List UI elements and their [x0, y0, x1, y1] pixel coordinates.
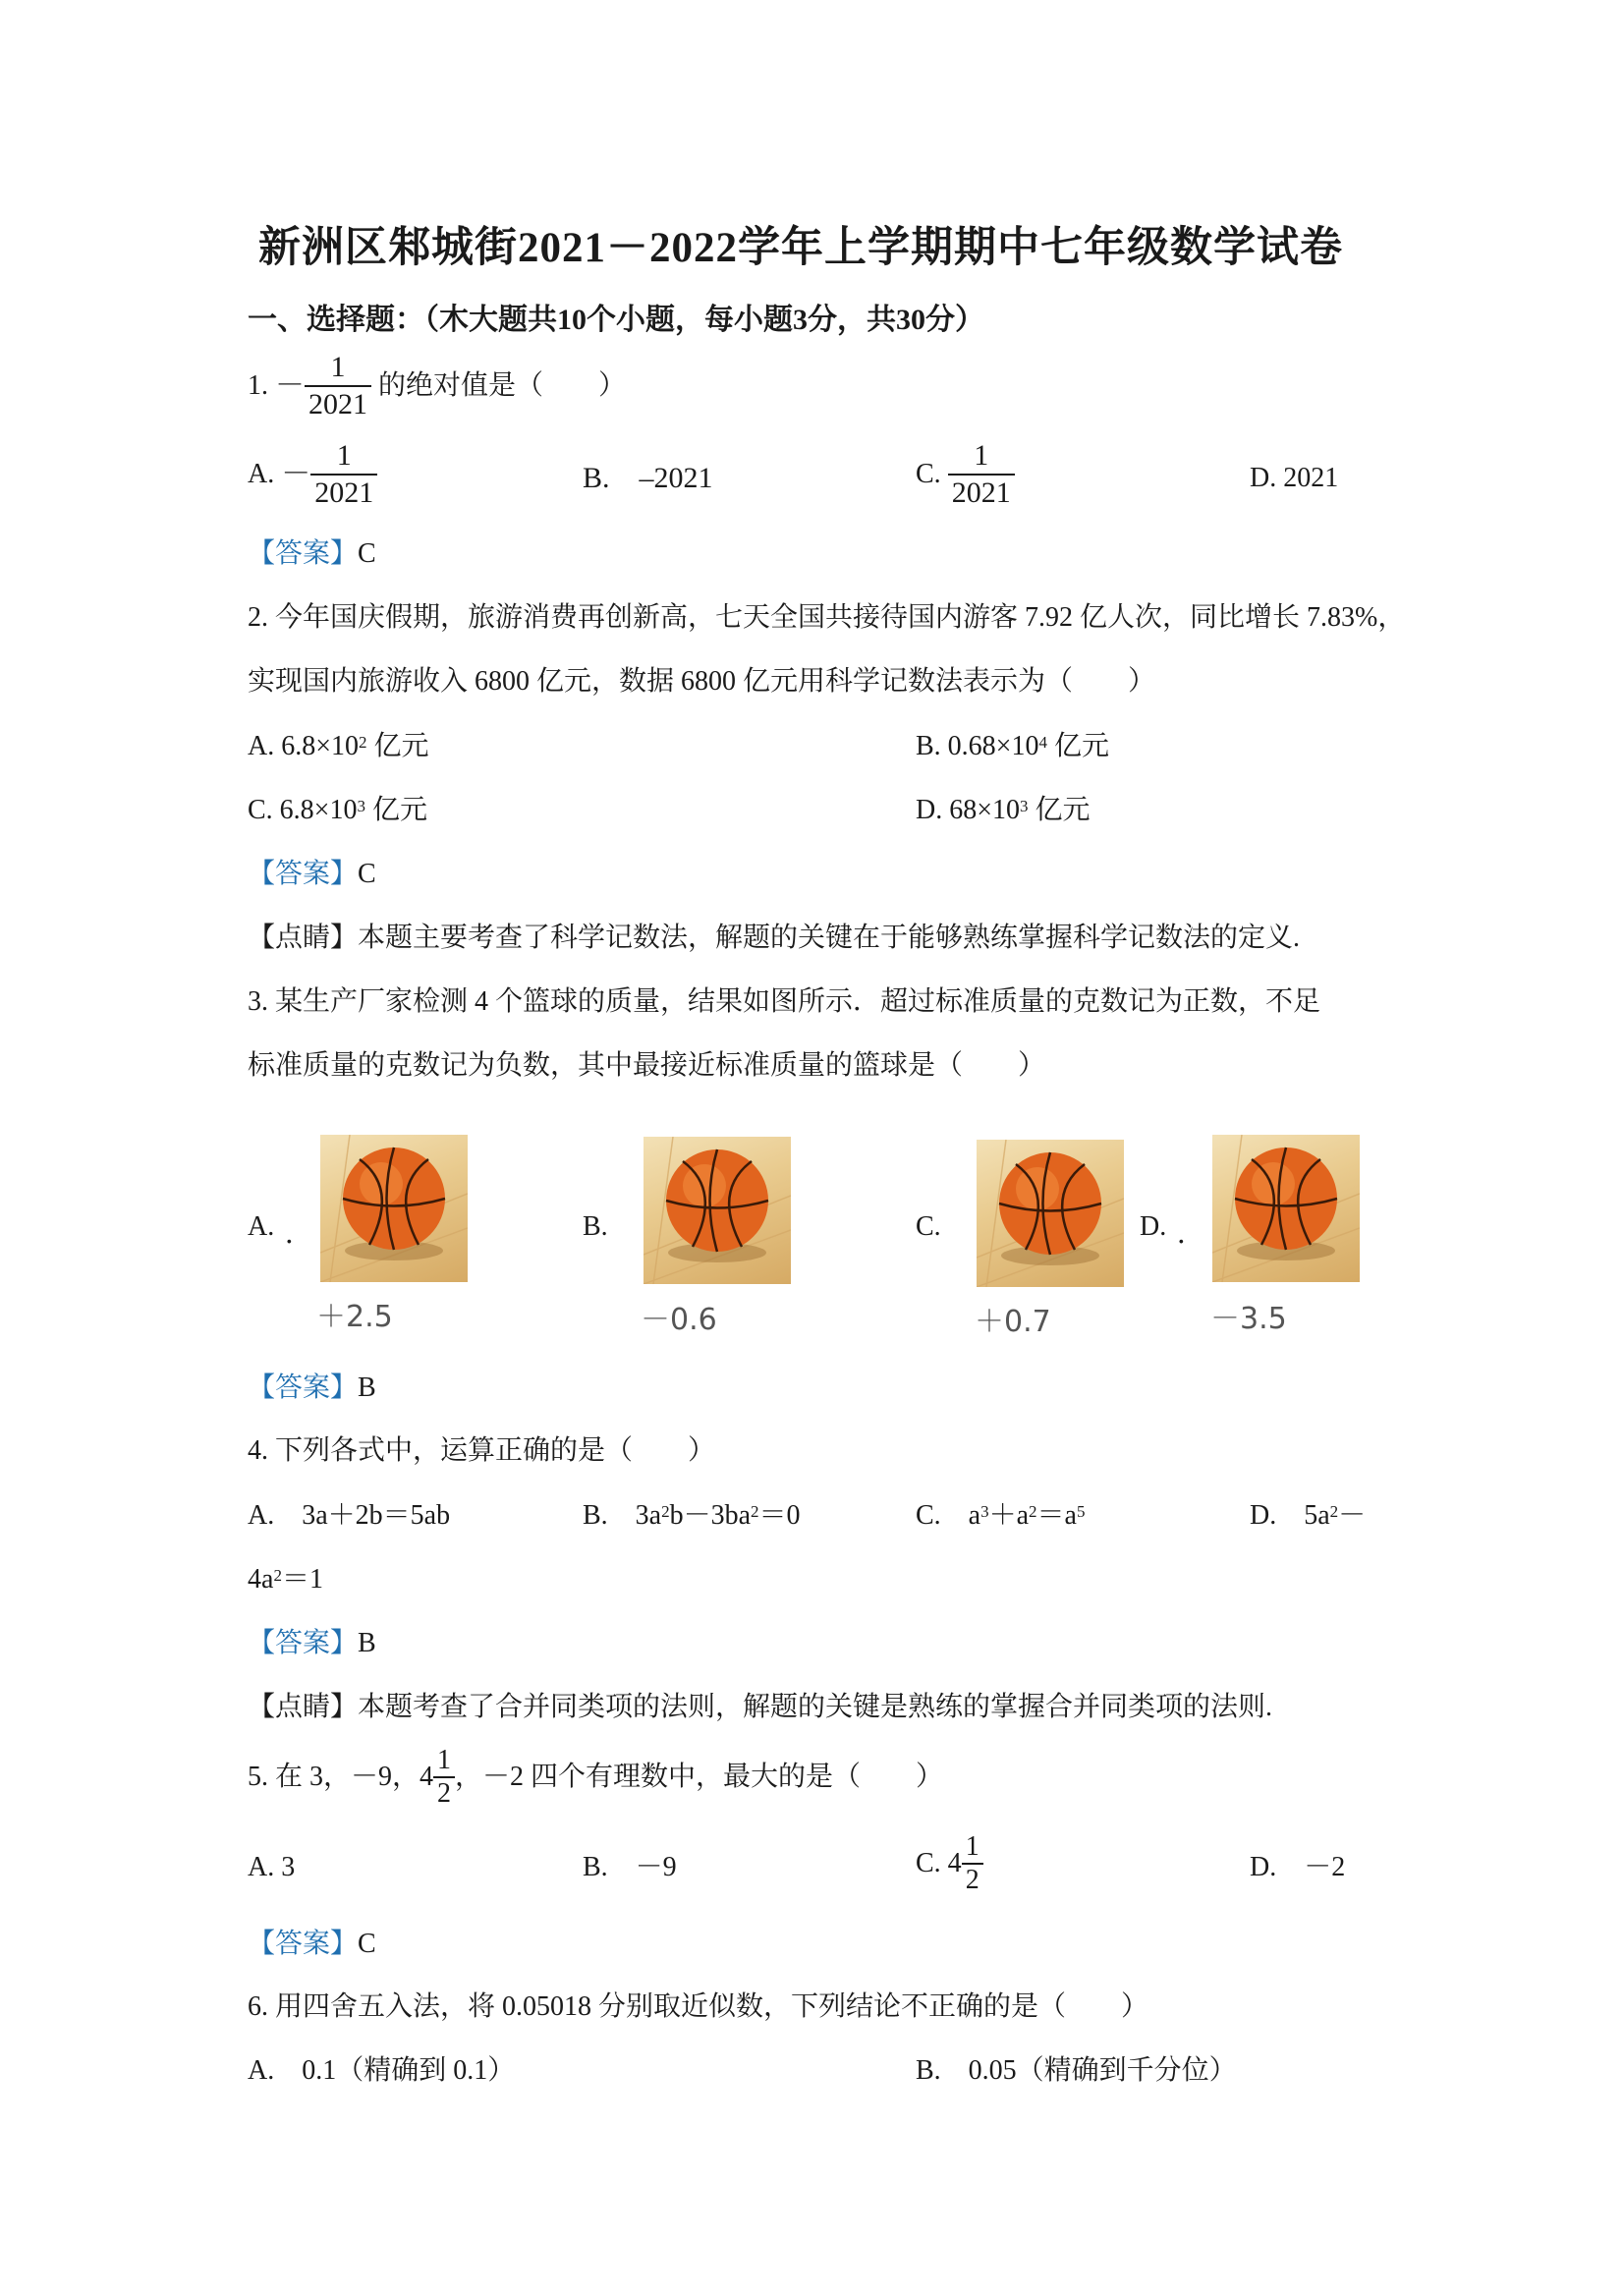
- q2-c-base: C. 6.8×10: [248, 795, 358, 825]
- q1-option-d: D. 2021: [1250, 463, 1339, 493]
- q4-option-d: [1250, 1499, 1366, 1533]
- q1-option-c: [916, 438, 1015, 511]
- q1-number: 1.: [248, 370, 268, 401]
- q2-d-base: D. 68×10: [916, 795, 1021, 825]
- q3-option-d-dot: ．: [1177, 1219, 1205, 1250]
- q1-fraction: [305, 350, 371, 422]
- q4-b-part2: b－3ba: [669, 1500, 752, 1531]
- q1-stem: [248, 350, 626, 422]
- q4-option-c: [916, 1499, 1085, 1533]
- q2-comment-text: 本题主要考查了科学记数法，解题的关键在于能够熟练掌握科学记数法的定义.: [358, 923, 1301, 953]
- q4-c-part2: ＋a: [988, 1500, 1030, 1531]
- q1-answer-value: C: [358, 538, 376, 569]
- q2-a-base: A. 6.8×10: [248, 731, 360, 761]
- answer-tag: 【答案】: [248, 1628, 359, 1658]
- section-heading: 一、选择题：（木大题共10个小题，每小题3分，共30分）: [248, 304, 984, 336]
- q5-stem-part1: 5. 在 3，－9，4: [248, 1762, 434, 1792]
- q5-fraction: [433, 1745, 455, 1810]
- q3-a-value: ＋2.5: [316, 1300, 393, 1334]
- q1-c-label: C.: [916, 459, 941, 489]
- q1-c-fraction: [948, 438, 1015, 511]
- q4-stem: 4. 下列各式中，运算正确的是（ ）: [248, 1435, 716, 1466]
- q5-answer-value: C: [358, 1929, 376, 1959]
- basketball-image-c: [977, 1140, 1124, 1287]
- q2-b-base: B. 0.68×10: [916, 731, 1039, 761]
- q3-option-a-dot: ．: [285, 1219, 313, 1250]
- q5-frac-num: 1: [437, 1745, 452, 1775]
- q5-option-a: A. 3: [248, 1852, 296, 1882]
- q2-answer: [248, 858, 376, 891]
- q2-a-unit: 亿元: [366, 731, 429, 761]
- q2-option-c: [248, 794, 427, 827]
- q1-option-b: B. –2021: [583, 462, 713, 494]
- q3-option-b-label: B.: [583, 1211, 608, 1242]
- q4-d2-exp: 2: [273, 1566, 282, 1585]
- q4-d-part2: －: [1338, 1500, 1367, 1531]
- q4-option-d-continued: [248, 1563, 323, 1596]
- q4-c-exp3: 5: [1076, 1502, 1086, 1521]
- q5-stem: [248, 1745, 943, 1810]
- q1-frac-num: 1: [330, 351, 346, 383]
- q5-c-den: 2: [962, 1863, 983, 1896]
- q4-d2-part1: 4a: [248, 1564, 274, 1595]
- q2-option-b: [916, 730, 1109, 763]
- q2-option-d: [916, 794, 1091, 827]
- q3-option-c-label: C.: [916, 1211, 941, 1242]
- q2-stem-line2: 实现国内旅游收入 6800 亿元，数据 6800 亿元用科学记数法表示为（ ）: [248, 666, 1156, 697]
- q2-a-exp: 2: [359, 733, 367, 752]
- q2-c-exp: 3: [357, 797, 365, 815]
- q1-c-den: 2021: [948, 474, 1015, 511]
- q4-b-exp2: 2: [751, 1502, 759, 1521]
- q5-option-c: [916, 1831, 983, 1896]
- q4-option-b: [583, 1499, 801, 1533]
- q5-option-b: B. －9: [583, 1852, 677, 1882]
- q5-c-num: 1: [965, 1831, 979, 1862]
- q1-a-num: 1: [336, 439, 352, 472]
- q4-answer-value: B: [358, 1628, 376, 1658]
- q3-c-value: ＋0.7: [975, 1305, 1051, 1339]
- q2-comment: [248, 922, 1300, 955]
- q4-b-part1: B. 3a: [583, 1500, 662, 1531]
- q3-option-a-label: A.: [248, 1211, 275, 1242]
- q5-frac-den: 2: [433, 1776, 455, 1810]
- basketball-image-a: [320, 1135, 468, 1282]
- basketball-image-d: [1212, 1135, 1360, 1282]
- q2-d-exp: 3: [1020, 797, 1029, 815]
- q4-d-exp: 2: [1329, 1502, 1339, 1521]
- q1-a-label: A.: [248, 459, 275, 489]
- q5-c-fraction: [962, 1831, 983, 1896]
- page-title: 新洲区邾城街2021－2022学年上学期期中七年级数学试卷: [258, 225, 1343, 271]
- q6-option-b: B. 0.05（精确到千分位）: [916, 2055, 1237, 2086]
- q1-minus: －: [275, 369, 305, 402]
- q4-c-exp2: 2: [1029, 1502, 1037, 1521]
- q1-frac-den: 2021: [305, 385, 371, 422]
- q3-stem-line2: 标准质量的克数记为负数，其中最接近标准质量的篮球是（ ）: [248, 1050, 1046, 1081]
- q1-a-den: 2021: [310, 474, 377, 511]
- q3-b-value: －0.6: [641, 1303, 717, 1337]
- q4-c-part1: C. a: [916, 1500, 981, 1531]
- q4-comment: [248, 1691, 1272, 1724]
- basketball-image-b: [644, 1137, 791, 1284]
- q2-b-exp: 4: [1038, 733, 1047, 752]
- q1-text: 的绝对值是（ ）: [378, 370, 627, 401]
- q3-answer: [248, 1372, 376, 1405]
- q2-c-unit: 亿元: [364, 795, 427, 825]
- q4-c-part3: ＝a: [1036, 1500, 1077, 1531]
- q5-stem-part2: ，－2 四个有理数中，最大的是（ ）: [455, 1762, 944, 1792]
- q1-a-minus: －: [281, 458, 311, 490]
- q3-d-value: －3.5: [1210, 1302, 1287, 1336]
- answer-tag: 【答案】: [248, 1372, 359, 1403]
- answer-tag: 【答案】: [248, 859, 359, 889]
- q2-option-a: [248, 730, 429, 763]
- comment-tag: 【点睛】: [248, 923, 359, 953]
- q2-answer-value: C: [358, 859, 376, 889]
- q5-option-d: D. －2: [1250, 1852, 1346, 1882]
- q1-c-num: 1: [974, 439, 989, 472]
- q4-comment-text: 本题考查了合并同类项的法则，解题的关键是熟练的掌握合并同类项的法则.: [358, 1692, 1273, 1722]
- q4-d2-part2: ＝1: [281, 1564, 323, 1595]
- answer-tag: 【答案】: [248, 1929, 359, 1959]
- q4-answer: [248, 1627, 376, 1660]
- q5-answer: [248, 1928, 376, 1961]
- answer-tag: 【答案】: [248, 538, 359, 569]
- q2-d-unit: 亿元: [1028, 795, 1091, 825]
- q4-b-part3: ＝0: [758, 1500, 801, 1531]
- q2-stem-line1: 2. 今年国庆假期，旅游消费再创新高，七天全国共接待国内游客 7.92 亿人次，同比增长 7.83%，: [248, 602, 1406, 633]
- q1-a-fraction: [310, 438, 377, 511]
- q6-stem: 6. 用四舍五入法，将 0.05018 分别取近似数，下列结论不正确的是（ ）: [248, 1991, 1149, 2022]
- q3-option-d-label: D.: [1140, 1211, 1167, 1242]
- q3-stem-line1: 3. 某生产厂家检测 4 个篮球的质量，结果如图所示．超过标准质量的克数记为正数，不足: [248, 986, 1321, 1017]
- q5-c-whole: C. 4: [916, 1848, 962, 1878]
- q2-b-unit: 亿元: [1046, 731, 1109, 761]
- q6-option-a: A. 0.1（精确到 0.1）: [248, 2055, 516, 2086]
- q4-option-a: A. 3a＋2b＝5ab: [248, 1500, 451, 1531]
- q1-option-a: [248, 438, 377, 511]
- q4-b-exp1: 2: [661, 1502, 670, 1521]
- q4-c-exp1: 3: [980, 1502, 989, 1521]
- q4-d-part1: D. 5a: [1250, 1500, 1330, 1531]
- q3-answer-value: B: [358, 1372, 376, 1403]
- comment-tag: 【点睛】: [248, 1692, 359, 1722]
- q1-answer: [248, 537, 376, 571]
